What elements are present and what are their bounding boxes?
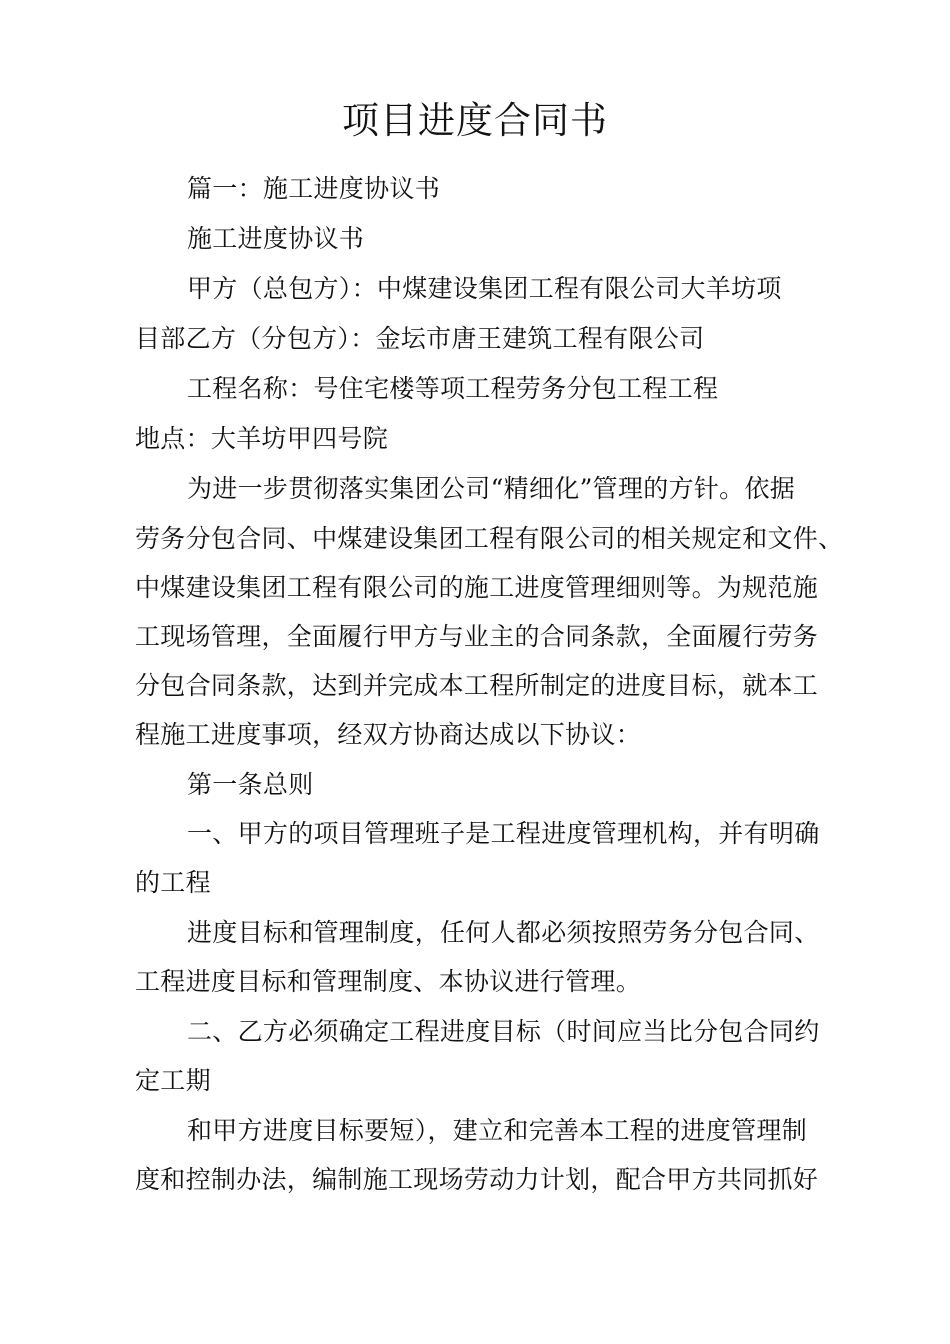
section-heading: 篇一：施工进度协议书	[187, 174, 441, 203]
clause-line: 的工程	[135, 868, 211, 897]
paragraph-line: 劳务分包合同、中煤建设集团工程有限公司的相关规定和文件、	[135, 524, 844, 553]
clause-line: 和甲方进度目标要短），建立和完善本工程的进度管理制	[187, 1116, 808, 1145]
article-heading: 第一条总则	[187, 770, 314, 799]
clause-line: 工程进度目标和管理制度、本协议进行管理。	[135, 967, 642, 996]
clause-line: 一、甲方的项目管理班子是工程进度管理机构，并有明确	[187, 819, 820, 848]
party-a-line: 甲方（总包方）：中煤建设集团工程有限公司大羊坊项	[187, 274, 782, 303]
paragraph-line: 为进一步贯彻落实集团公司“精细化”管理的方针。依据	[187, 474, 796, 503]
project-name-line: 工程名称：号住宅楼等项工程劳务分包工程工程	[187, 374, 719, 403]
clause-line: 定工期	[135, 1066, 211, 1095]
document-title: 项目进度合同书	[342, 99, 608, 142]
party-b-line: 目部乙方（分包方）：金坛市唐王建筑工程有限公司	[135, 324, 705, 353]
paragraph-line: 工现场管理，全面履行甲方与业主的合同条款，全面履行劳务	[135, 622, 819, 651]
agreement-heading: 施工进度协议书	[187, 224, 365, 253]
clause-line: 度和控制办法，编制施工现场劳动力计划，配合甲方共同抓好	[135, 1165, 819, 1194]
paragraph-line: 程施工进度事项，经双方协商达成以下协议：	[135, 720, 642, 749]
location-line: 地点：大羊坊甲四号院	[135, 424, 389, 453]
paragraph-line: 中煤建设集团工程有限公司的施工进度管理细则等。为规范施	[135, 573, 819, 602]
clause-line: 二、乙方必须确定工程进度目标（时间应当比分包合同约	[187, 1017, 820, 1046]
paragraph-line: 分包合同条款，达到并完成本工程所制定的进度目标，就本工	[135, 671, 819, 700]
clause-line: 进度目标和管理制度，任何人都必须按照劳务分包合同、	[187, 918, 820, 947]
